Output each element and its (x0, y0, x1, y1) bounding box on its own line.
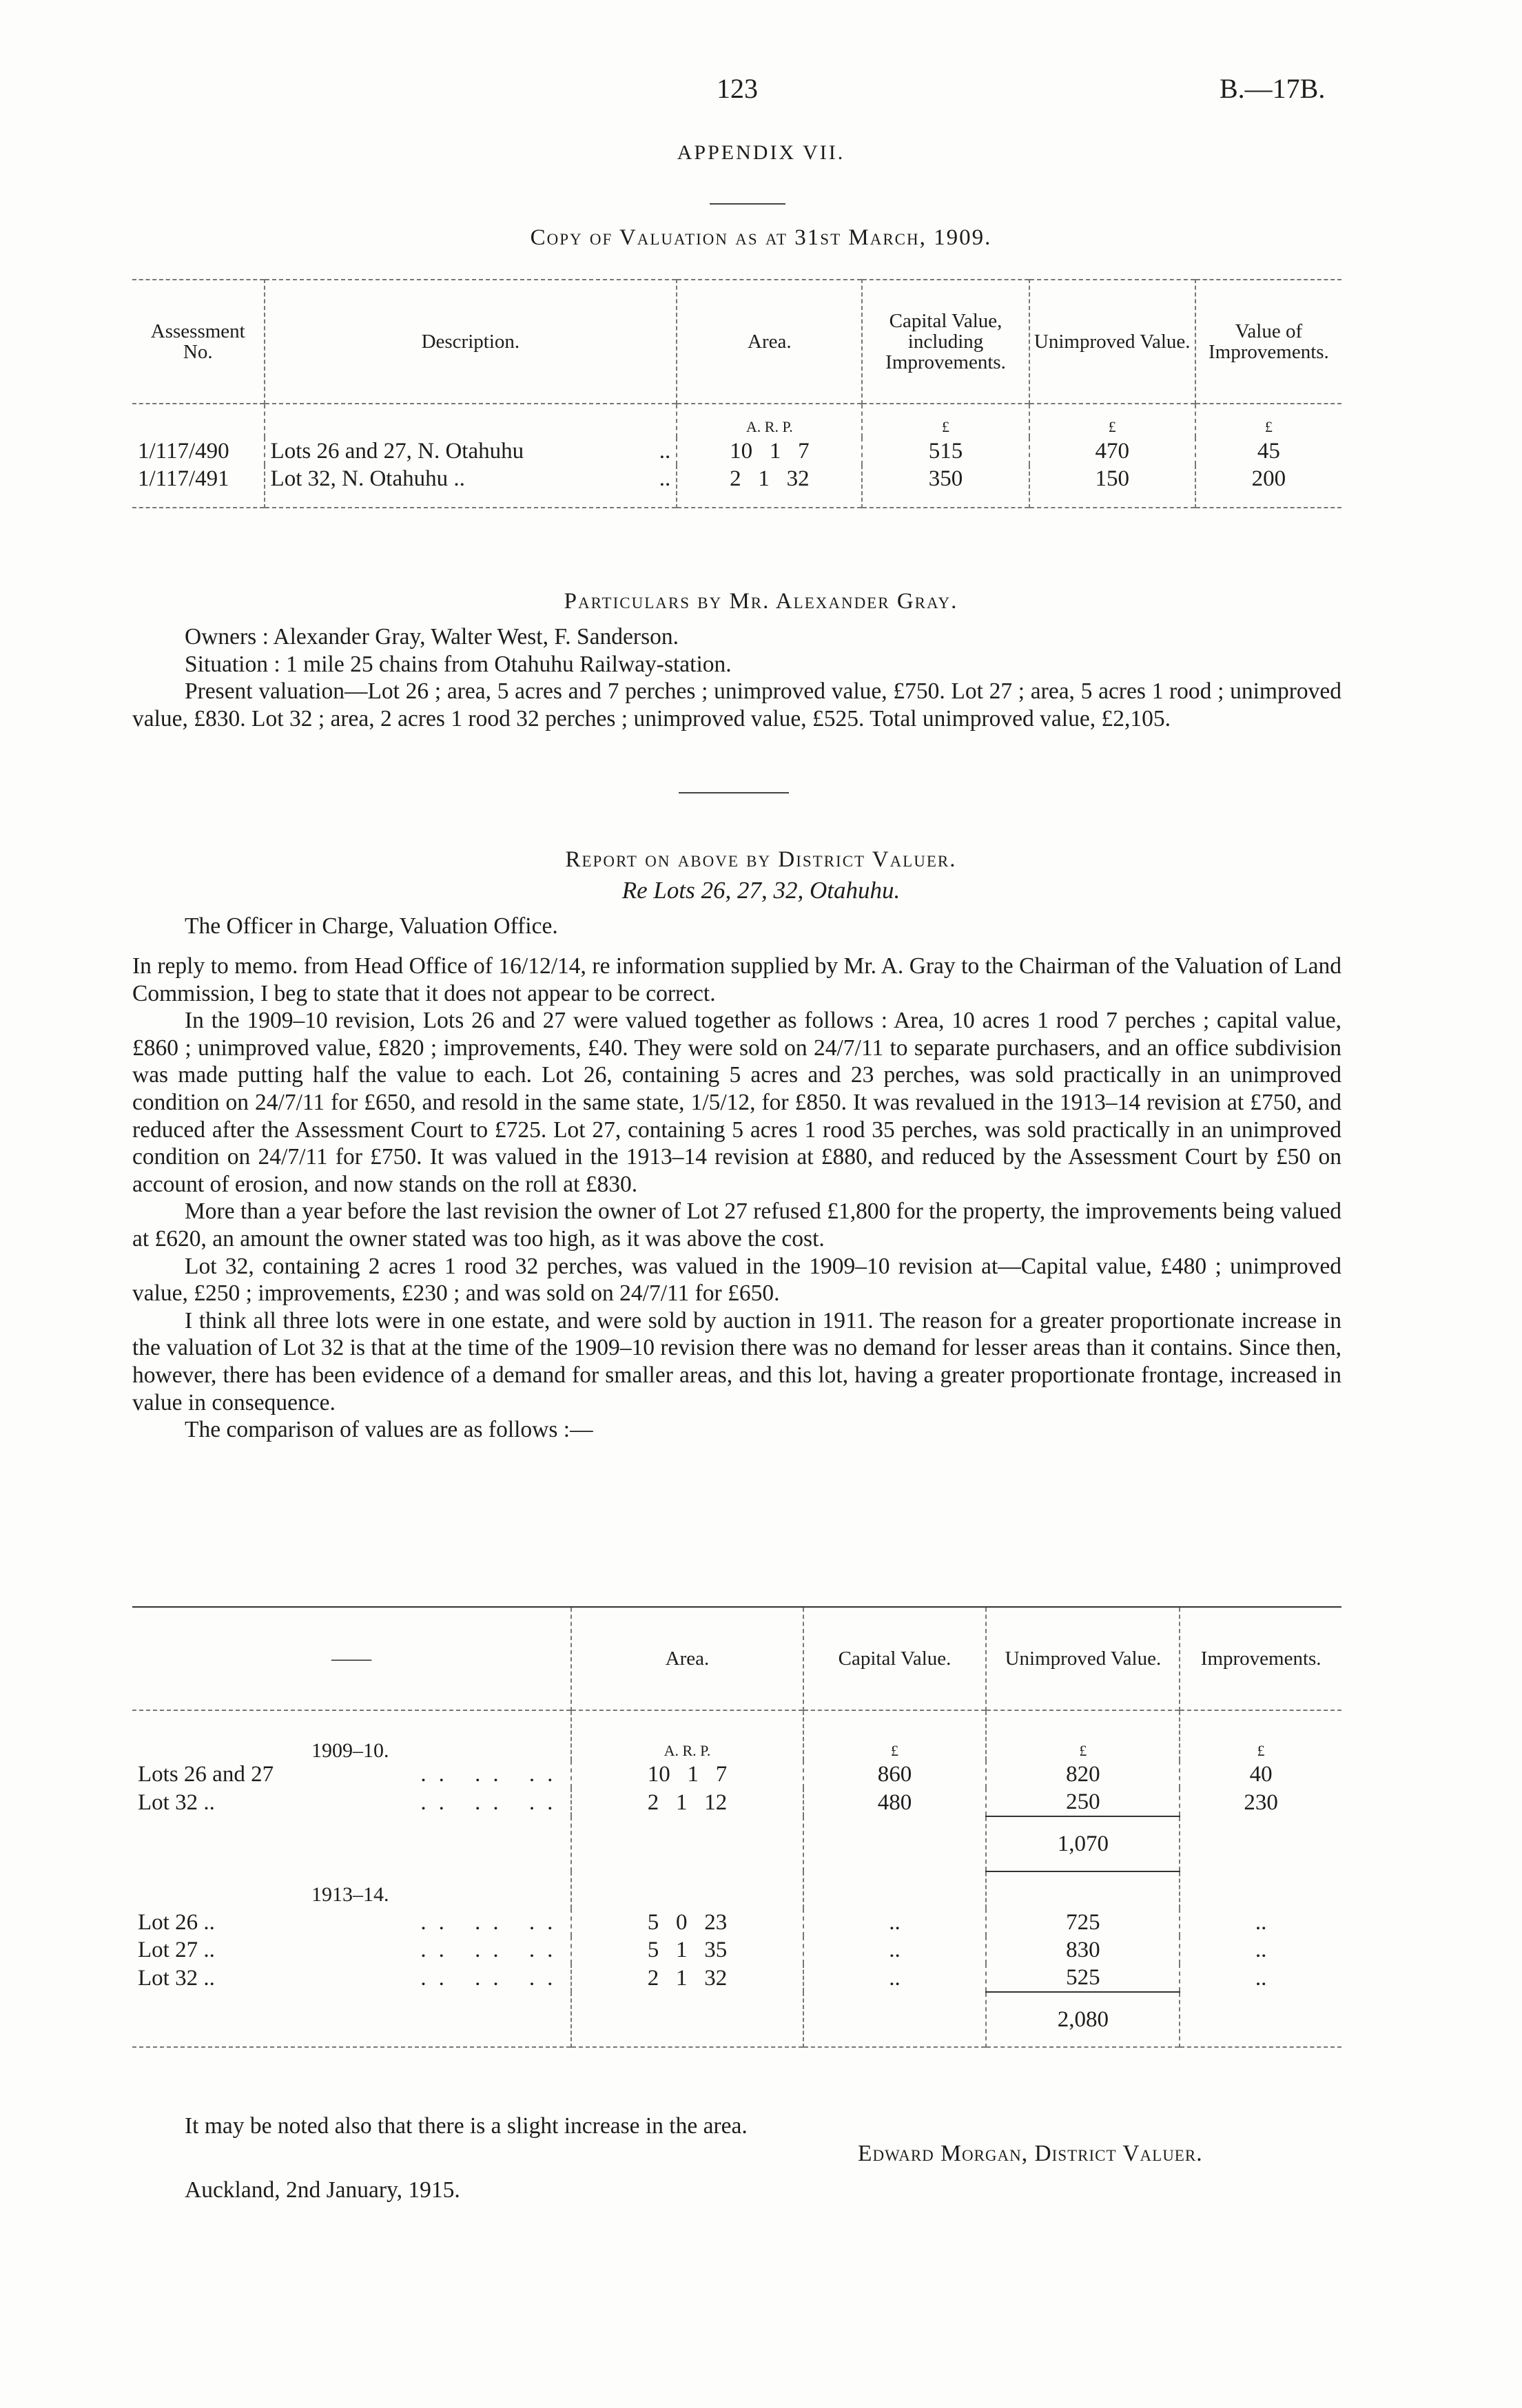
col-assessment-no: Assessment No. (150, 320, 245, 363)
group-1909-header (132, 1710, 1341, 1761)
assessment-no: 1/117/491 (138, 466, 229, 491)
report-re-line: Re Lots 26, 27, 32, Otahuhu. (621, 877, 901, 904)
unimproved-unit: £ (986, 1710, 1180, 1761)
unimproved-value: 820 (986, 1761, 1180, 1788)
valuation-title: Copy of Valuation as at 31st March, 1909. (530, 225, 992, 250)
col-unimproved-value: Unimproved Value. (986, 1607, 1180, 1710)
unimproved-value: 725 (986, 1909, 1180, 1936)
capital-unit: £ (803, 1710, 987, 1761)
section-rule (679, 792, 789, 793)
report-body (132, 953, 1341, 1444)
col-capital-value: Capital Value, including Improvements. (862, 280, 1029, 404)
unimproved-value: 150 (1029, 465, 1195, 508)
lot-label: Lots 26 and 27 .. .. .. (138, 1762, 566, 1787)
valuation-header-row (132, 280, 1341, 404)
total-1909: 1,070 (986, 1816, 1180, 1871)
particulars-body (132, 623, 1341, 732)
report-title: Report on above by District Valuer. (565, 847, 957, 872)
total-row (132, 1992, 1341, 2047)
assessment-no: 1/117/490 (138, 439, 229, 464)
table-row (132, 1936, 1341, 1964)
area: 5 0 23 (571, 1909, 803, 1936)
area: 2 1 12 (571, 1788, 803, 1816)
situation-line: Situation : 1 mile 25 chains from Otahuhu Railway-station. (185, 651, 732, 677)
col-area: Area. (677, 280, 862, 404)
description: Lot 32, N. Otahuhu .. .. (265, 465, 677, 508)
document-reference: B.—17B. (1220, 73, 1326, 104)
lot-label: Lot 26 .. .. .. .. (138, 1910, 566, 1935)
capital-unit: £ (862, 404, 1029, 437)
table-row (132, 1761, 1341, 1788)
table-row (132, 1964, 1341, 1992)
capital-value: 480 (803, 1788, 987, 1816)
units-row (132, 404, 1341, 437)
report-paragraph: In the 1909–10 revision, Lots 26 and 27 were valued together as follows : Area, 10 acres 1 rood 7 perches ; capital value, £860 ; unimproved value, £820 ; improvements, £40. They were sold on 24/7/11 to separate purchasers, and an office subdivision was made putting half the value to each. Lot 26, containing 5 acres and 23 perches, was sold practically in an unimproved condition on 24/7/11 for £650, and resold in the same state, 1/5/12, for £850. It was revalued in the 1913–14 revision at £750, and reduced after the Assessment Court to £725. Lot 27, containing 5 acres 1 rood 35 perches, was sold practically in an unimproved condition on 24/7/11 for £750. It was valued in the 1913–14 revision at £880, and reduced by the Assessment Court by £50 on account of erosion, and now stands on the roll at £830. (132, 1008, 1341, 1197)
col-unimproved-value: Unimproved Value. (1029, 280, 1195, 404)
comparison-table (132, 1606, 1341, 2048)
report-paragraph: More than a year before the last revision the owner of Lot 27 refused £1,800 for the property, the improvements being valued at £620, an amount the owner stated was too high, as it was above the cost. (132, 1198, 1341, 1252)
owners-line: Owners : Alexander Gray, Walter West, F. Sanderson. (185, 624, 679, 650)
improvements-value: 230 (1180, 1788, 1341, 1816)
col-blank: —— (331, 1648, 372, 1670)
valuation-table (132, 279, 1341, 508)
col-description: Description. (265, 280, 677, 404)
report-paragraph: I think all three lots were in one estate, and were sold by auction in 1911. The reason for a greater proportionate increase in the valuation of Lot 32 is that at the time of the 1909–10 revision there was no demand for lesser areas than it contains. Since then, however, there has been evidence of a demand for smaller areas, and this lot, having a greater proportionate frontage, increased in value in consequence. (132, 1307, 1341, 1415)
capital-value: .. (803, 1936, 987, 1964)
total-row (132, 1816, 1341, 1871)
report-paragraph: In reply to memo. from Head Office of 16/12/14, re information supplied by Mr. A. Gray to the Chairman of the Valuation of Land Commission, I beg to state that it does not appear to be correct. (132, 953, 1341, 1006)
area: 10 1 7 (677, 437, 862, 465)
improvements-unit: £ (1195, 404, 1341, 437)
group-label: 1909–10. (311, 1739, 389, 1762)
area: 10 1 7 (571, 1761, 803, 1788)
col-capital-value: Capital Value. (803, 1607, 987, 1710)
lot-label: Lot 32 .. .. .. .. (138, 1789, 566, 1815)
page-number: 123 (717, 73, 758, 104)
unimproved-value: 525 (986, 1964, 1180, 1992)
area-units: A. R. P. (571, 1710, 803, 1761)
present-valuation: Present valuation—Lot 26 ; area, 5 acres and 7 perches ; unimproved value, £750. Lot 27 ; area, 5 acres 1 rood ; unimproved value, £830. Lot 32 ; area, 2 acres 1 rood 32 perches ; unimproved value, £525. Total unimproved value, £2,105. (132, 678, 1341, 731)
area: 5 1 35 (571, 1936, 803, 1964)
col-value-improvements: Value of Improvements. (1195, 280, 1341, 404)
appendix-heading: APPENDIX VII. (677, 141, 845, 164)
report-paragraph: The comparison of values are as follows :— (185, 1417, 593, 1443)
improvements-value: 40 (1180, 1761, 1341, 1788)
table-row (132, 1788, 1341, 1816)
improvements-value: .. (1180, 1964, 1341, 1992)
area: 2 1 32 (677, 465, 862, 508)
capital-value: 350 (862, 465, 1029, 508)
improvements-value: .. (1180, 1909, 1341, 1936)
capital-value: 860 (803, 1761, 987, 1788)
heading-rule (710, 203, 785, 205)
table-row (132, 465, 1341, 508)
unimproved-unit: £ (1029, 404, 1195, 437)
report-paragraph: Lot 32, containing 2 acres 1 rood 32 perches, was valued in the 1909–10 revision at—Capital value, £480 ; unimproved value, £250 ; improvements, £230 ; and was sold on 24/7/11 for £650. (132, 1253, 1341, 1307)
group-label: 1913–14. (311, 1883, 389, 1906)
unimproved-value: 250 (986, 1788, 1180, 1816)
particulars-title: Particulars by Mr. Alexander Gray. (564, 589, 958, 614)
improvements-value: .. (1180, 1936, 1341, 1964)
total-1913: 2,080 (986, 1992, 1180, 2047)
signature: Edward Morgan, District Valuer. (858, 2141, 1203, 2166)
improvements-value: 200 (1195, 465, 1341, 508)
capital-value: .. (803, 1909, 987, 1936)
improvements-value: 45 (1195, 437, 1341, 465)
col-improvements: Improvements. (1180, 1607, 1341, 1710)
addressee: The Officer in Charge, Valuation Office. (185, 913, 558, 939)
closing-note: It may be noted also that there is a slight increase in the area. (185, 2113, 748, 2139)
table-row (132, 1909, 1341, 1936)
description: Lots 26 and 27, N. Otahuhu .. (265, 437, 677, 465)
capital-value: 515 (862, 437, 1029, 465)
table-row (132, 437, 1341, 465)
place-date: Auckland, 2nd January, 1915. (185, 2177, 460, 2203)
area-units: A. R. P. (677, 404, 862, 437)
group-1913-header (132, 1871, 1341, 1909)
area: 2 1 32 (571, 1964, 803, 1992)
col-area: Area. (571, 1607, 803, 1710)
comparison-header-row (132, 1607, 1341, 1710)
improvements-unit: £ (1180, 1710, 1341, 1761)
capital-value: .. (803, 1964, 987, 1992)
unimproved-value: 830 (986, 1936, 1180, 1964)
lot-label: Lot 27 .. .. .. .. (138, 1938, 566, 1962)
unimproved-value: 470 (1029, 437, 1195, 465)
lot-label: Lot 32 .. .. .. .. (138, 1965, 566, 1991)
